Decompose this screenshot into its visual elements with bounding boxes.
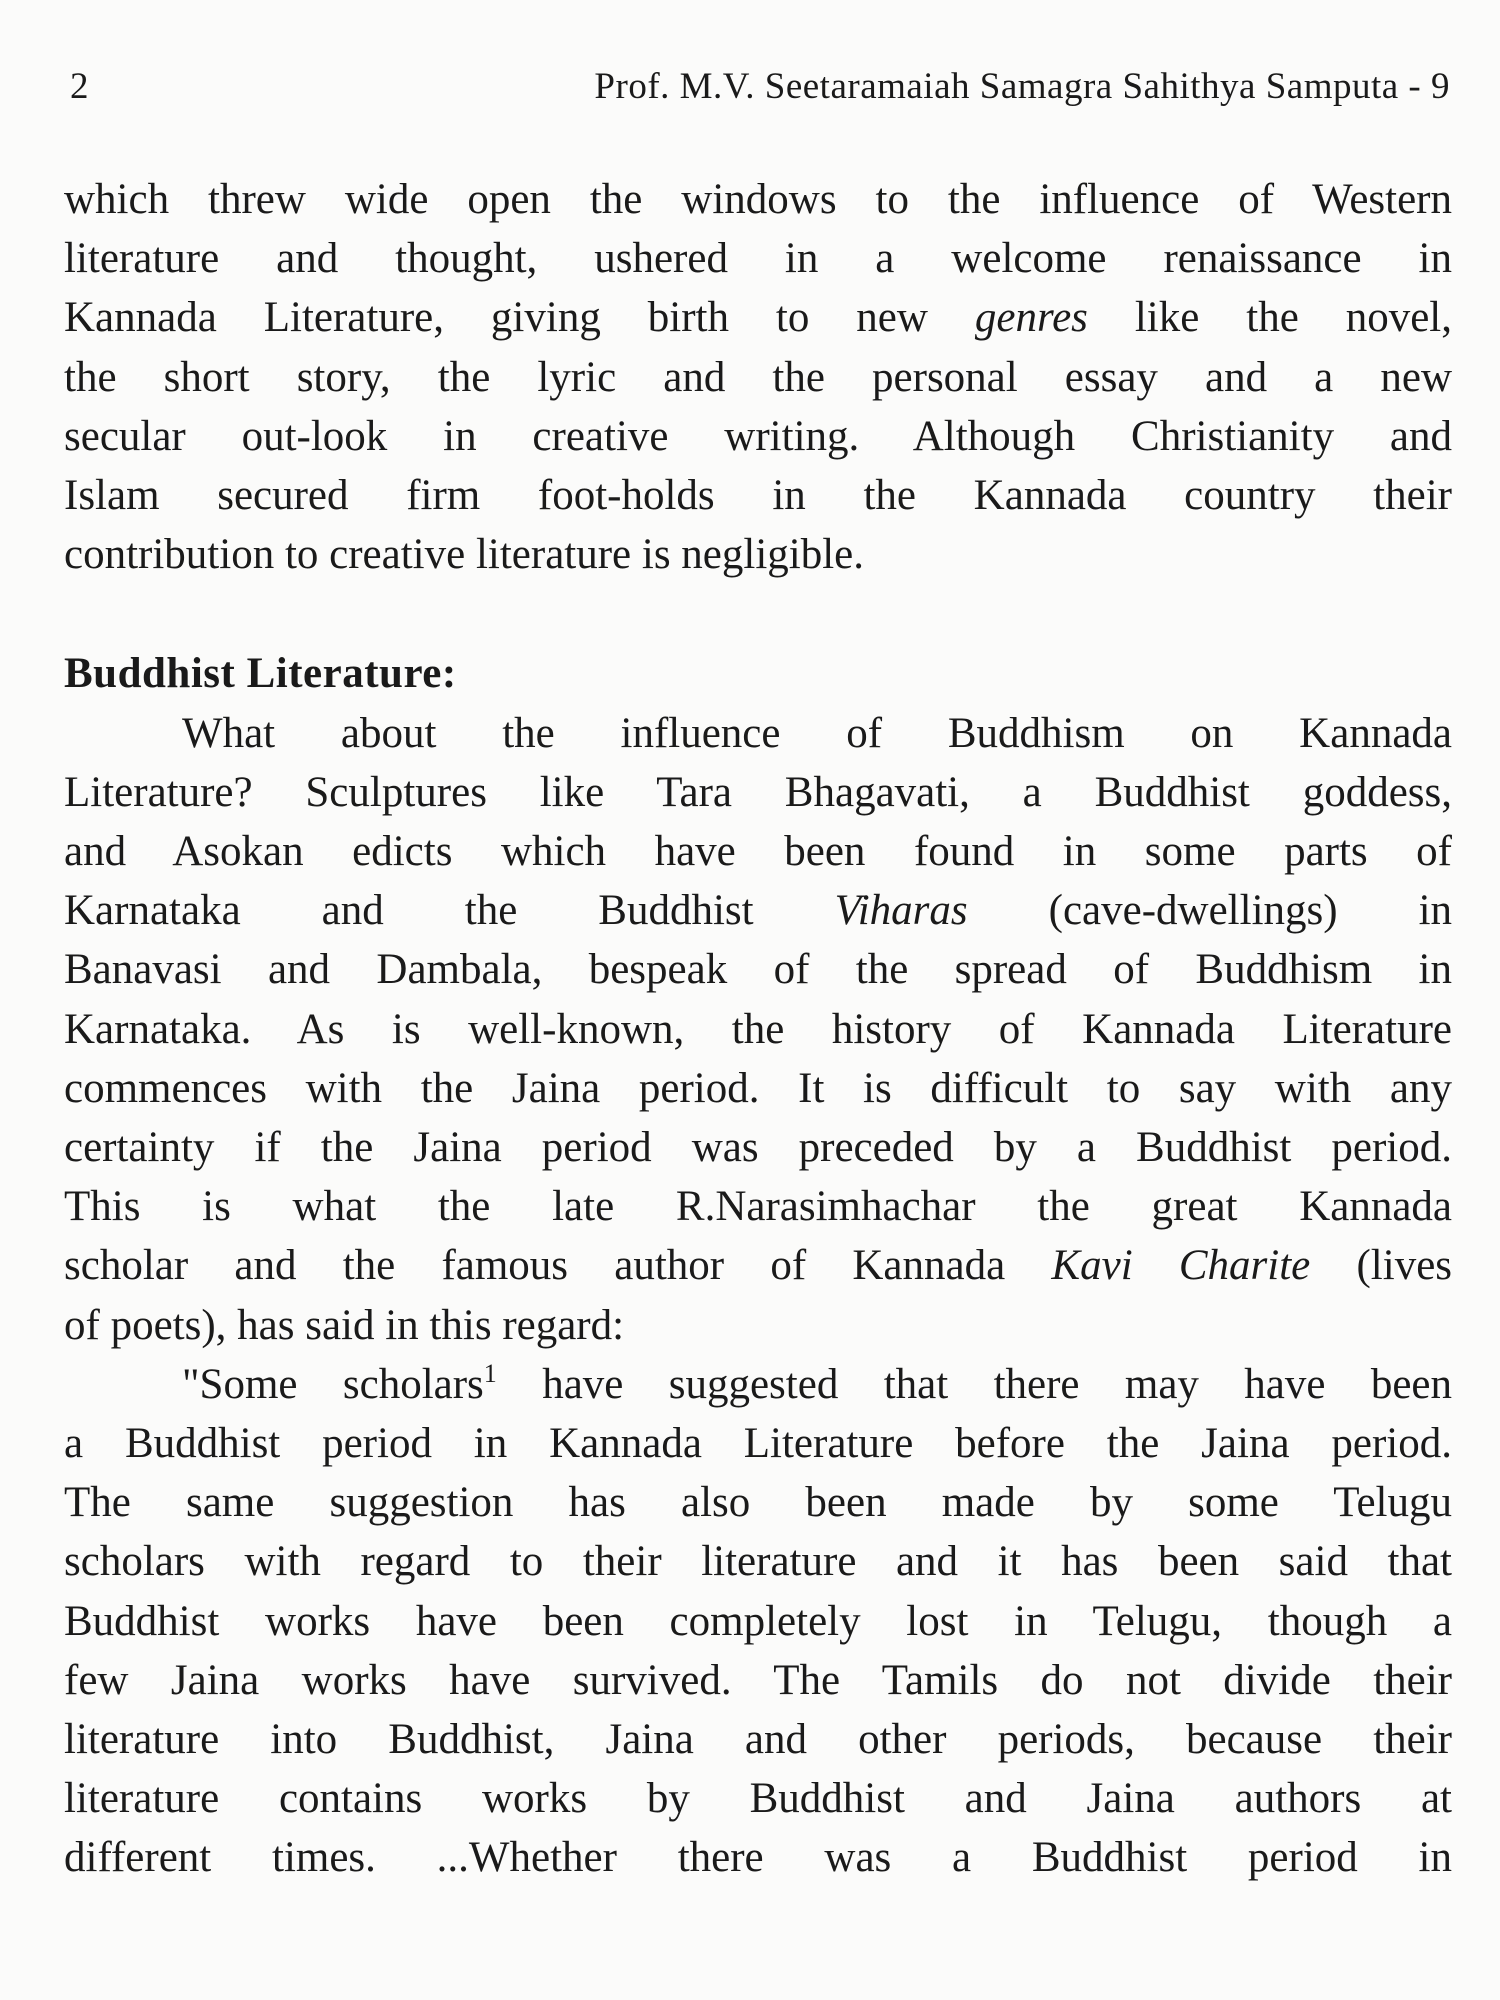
text-line: which threw wide open the windows to the influence of Western (64, 176, 1452, 223)
text-run: "Some scholars (182, 1360, 484, 1408)
text-line: certainty if the Jaina period was preceded by a Buddhist period. (64, 1124, 1452, 1172)
text-line: literature contains works by Buddhist and Jaina authors at (64, 1775, 1452, 1823)
page-body (64, 170, 1452, 1888)
text-line: literature and thought, ushered in a welcome renaissance in (64, 235, 1452, 283)
italic-term-genres: genres (974, 294, 1088, 342)
text-line: commences with the Jaina period. It is difficult to say with any (64, 1064, 1452, 1112)
text-line (64, 1355, 1452, 1414)
text-line: Literature? Sculptures like Tara Bhagavati, a Buddhist goddess, (64, 768, 1452, 816)
text-run: have suggested that there may have been (542, 1360, 1453, 1408)
text-line: different times. ...Whether there was a Buddhist period in (64, 1834, 1452, 1882)
paragraph-intro (64, 170, 1452, 584)
text-line: a Buddhist period in Kannada Literature before the Jaina period. (64, 1420, 1452, 1468)
running-title: Prof. M.V. Seetaramaiah Samagra Sahithya Samputa - 9 (594, 66, 1450, 107)
section-heading: Buddhist Literature: (64, 650, 457, 698)
page-number: 2 (70, 66, 89, 107)
paragraph-buddhism (64, 704, 1452, 1355)
text-line: scholars with regard to their literature and it has been said that (64, 1538, 1452, 1586)
text-line: Islam secured firm foot-holds in the Kannada country their (64, 472, 1452, 520)
text-line: Karnataka. As is well-known, the history of Kannada Literature (64, 1005, 1452, 1053)
text-line: Banavasi and Dambala, bespeak of the spread of Buddhism in (64, 946, 1452, 994)
text-line (64, 881, 1452, 940)
italic-term-viharas: Viharas (834, 887, 968, 935)
text-line: and Asokan edicts which have been found in some parts of (64, 828, 1452, 876)
text-line: secular out-look in creative writing. Although Christianity and (64, 412, 1452, 460)
paragraph-quotation (64, 1355, 1452, 1888)
text-line (64, 288, 1452, 347)
text-run: scholar and the famous author of Kannada (64, 1242, 1006, 1290)
text-line: The same suggestion has also been made by some Telugu (64, 1479, 1452, 1527)
text-line: few Jaina works have survived. The Tamils do not divide their (64, 1656, 1452, 1704)
text-line: literature into Buddhist, Jaina and other periods, because their (64, 1716, 1452, 1764)
text-line (64, 1236, 1452, 1295)
text-run: like the novel, (1134, 294, 1453, 342)
text-run: (lives (1356, 1242, 1453, 1290)
text-run: Karnataka and the Buddhist (64, 887, 754, 935)
text-line: the short story, the lyric and the personal essay and a new (64, 353, 1452, 401)
footnote-marker: 1 (483, 1358, 497, 1388)
page-header (70, 62, 1450, 112)
text-line: This is what the late R.Narasimhachar the great Kannada (64, 1183, 1452, 1231)
paragraph-gap (64, 584, 1452, 644)
text-line: contribution to creative literature is negligible. (64, 531, 865, 579)
text-line: of poets), has said in this regard: (64, 1301, 625, 1349)
text-line: Buddhist works have been completely lost in Telugu, though a (64, 1597, 1452, 1645)
text-run: Kannada Literature, giving birth to new (64, 294, 928, 342)
text-run: (cave-dwellings) in (1048, 887, 1453, 935)
text-line: What about the influence of Buddhism on Kannada (182, 709, 1452, 757)
italic-term-kavi-charite: Kavi Charite (1051, 1242, 1311, 1290)
